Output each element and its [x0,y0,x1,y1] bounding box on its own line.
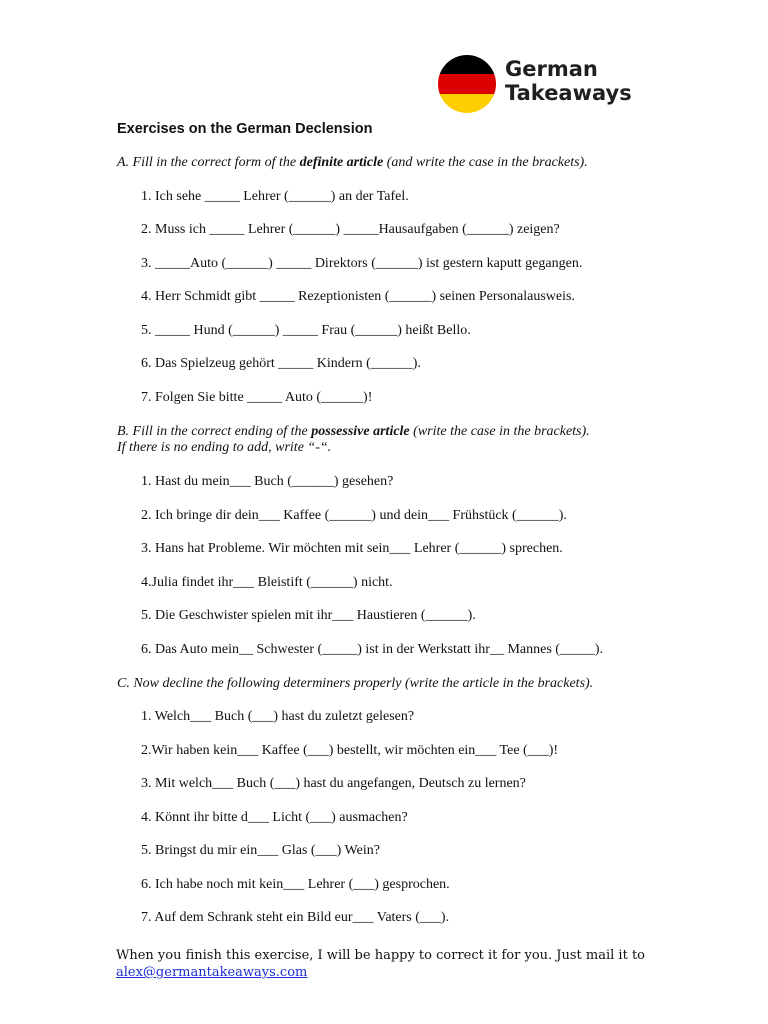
section-b-instruction-post: (write the case in the brackets). [409,424,590,439]
exercise-b-1: 1. Hast du mein___ Buch (______) gesehen? [141,474,394,489]
section-a-instruction-bold: definite article [299,155,384,170]
logo-wordmark [505,57,632,105]
exercise-c-1: 1. Welch___ Buch (___) hast du zuletzt gelesen? [141,709,415,724]
section-a-instruction [117,155,588,171]
exercise-b-6: 6. Das Auto mein__ Schwester (_____) ist in der Werkstatt ihr__ Mannes (_____). [141,642,604,657]
exercise-c-6: 6. Ich habe noch mit kein___ Lehrer (___) gesprochen. [141,877,450,892]
exercise-a-5: 5. _____ Hund (______) _____ Frau (______) heißt Bello. [141,323,471,338]
exercise-a-3: 3. _____Auto (______) _____ Direktors (______) ist gestern kaputt gegangen. [141,256,583,271]
exercise-c-2: 2.Wir haben kein___ Kaffee (___) bestellt, wir möchten ein___ Tee (___)! [141,743,559,758]
logo-line-2: Takeaways [505,81,632,105]
exercise-c-5: 5. Bringst du mir ein___ Glas (___) Wein? [141,843,380,858]
exercise-a-1: 1. Ich sehe _____ Lehrer (______) an der Tafel. [141,189,409,204]
footer-note [116,947,645,981]
german-flag-icon [438,55,496,113]
section-a-instruction-pre: A. Fill in the correct form of the [117,155,300,170]
page-title: Exercises on the German Declension [117,121,373,137]
exercise-c-3: 3. Mit welch___ Buch (___) hast du angefangen, Deutsch zu lernen? [141,776,526,791]
email-link[interactable]: alex@germantakeaways.com [116,965,308,980]
exercise-a-4: 4. Herr Schmidt gibt _____ Rezeptionisten (______) seinen Personalausweis. [141,289,575,304]
exercise-c-7: 7. Auf dem Schrank steht ein Bild eur___ Vaters (___). [141,910,450,925]
section-b-instruction [117,424,590,456]
exercise-a-6: 6. Das Spielzeug gehört _____ Kindern (______). [141,356,421,371]
section-b-instruction-pre: B. Fill in the correct ending of the [117,424,312,439]
section-a-instruction-post: (and write the case in the brackets). [383,155,588,170]
german-takeaways-logo [438,55,658,115]
exercise-a-7: 7. Folgen Sie bitte _____ Auto (______)! [141,390,373,405]
exercise-b-3: 3. Hans hat Probleme. Wir möchten mit sein___ Lehrer (______) sprechen. [141,541,563,556]
exercise-b-5: 5. Die Geschwister spielen mit ihr___ Haustieren (______). [141,608,476,623]
exercise-a-2: 2. Muss ich _____ Lehrer (______) _____Hausaufgaben (______) zeigen? [141,222,560,237]
section-b-instruction-line2: If there is no ending to add, write “-“. [117,440,332,455]
section-c-instruction: C. Now decline the following determiners properly (write the article in the brackets). [117,676,594,691]
exercise-b-2: 2. Ich bringe dir dein___ Kaffee (______) und dein___ Frühstück (______). [141,508,567,523]
footer-text: When you finish this exercise, I will be happy to correct it for you. Just mail it to [116,948,645,963]
section-b-instruction-bold: possessive article [311,424,410,439]
logo-line-1: German [505,57,598,81]
exercise-b-4: 4.Julia findet ihr___ Bleistift (______) nicht. [141,575,393,590]
exercise-c-4: 4. Könnt ihr bitte d___ Licht (___) ausmachen? [141,810,408,825]
